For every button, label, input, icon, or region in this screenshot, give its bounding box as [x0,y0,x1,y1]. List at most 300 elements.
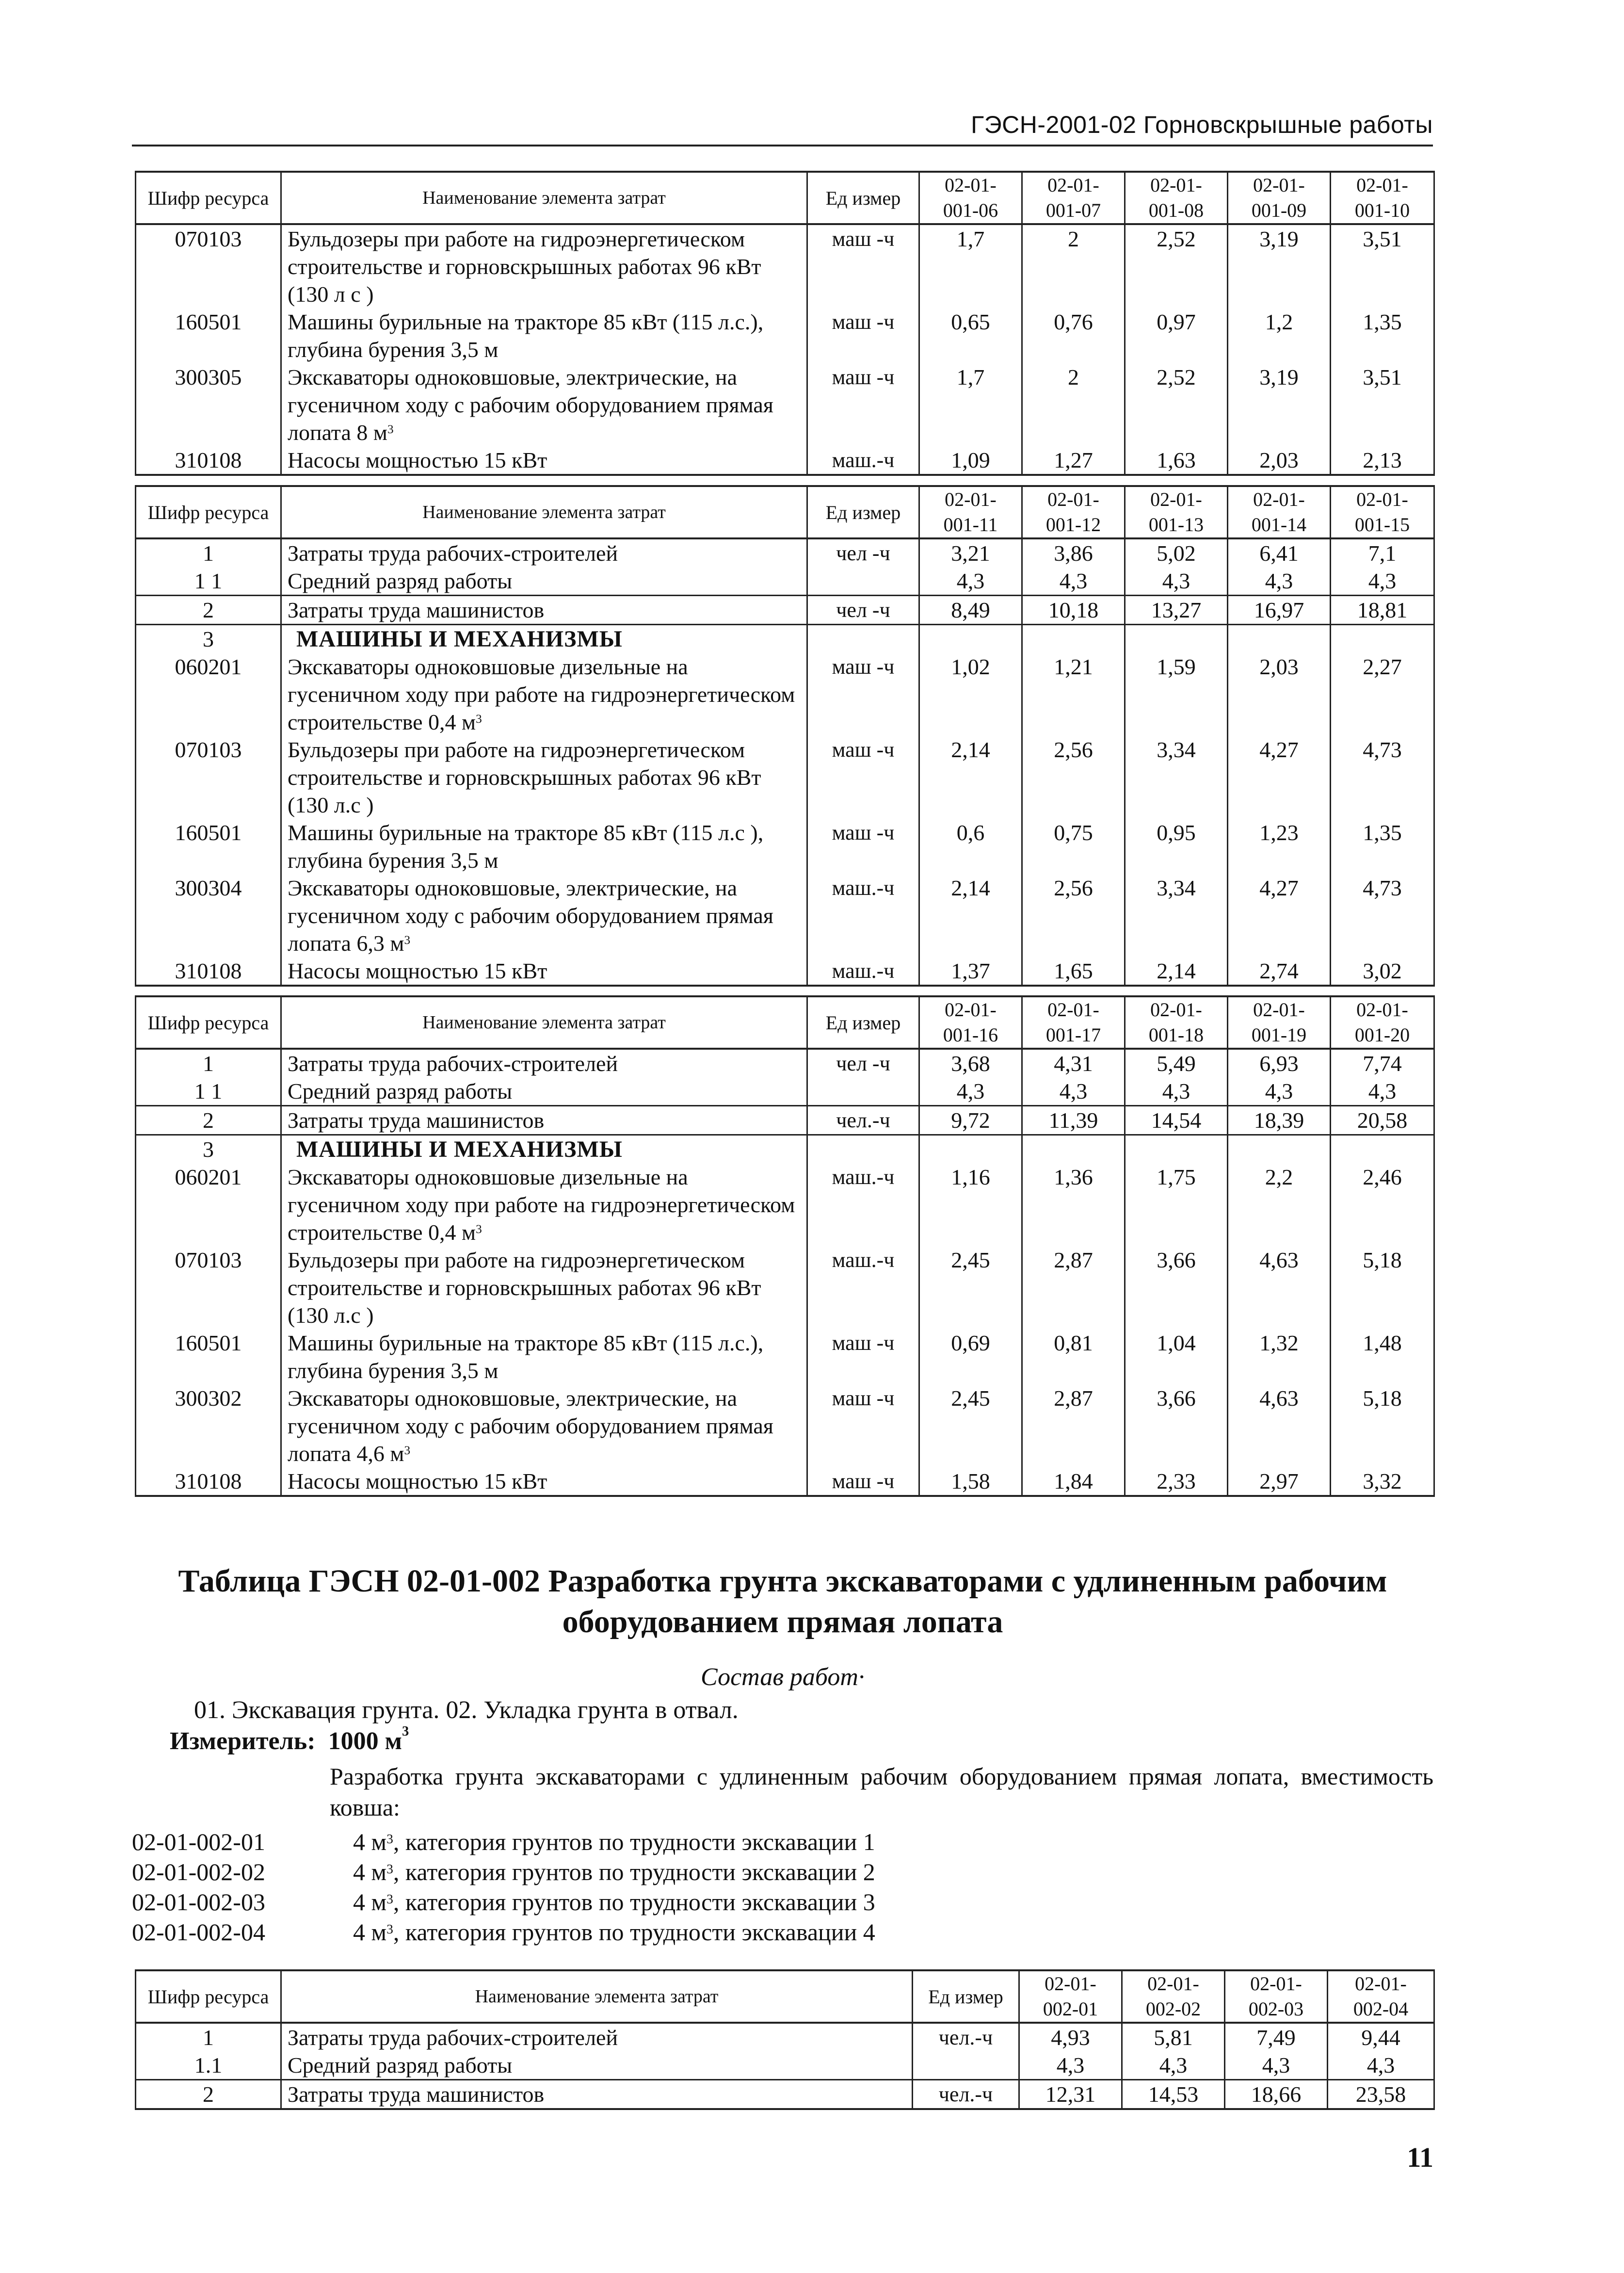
value-cell: 2,87 [1022,1384,1125,1467]
resource-code: 310108 [136,446,281,475]
value-cell: 1,09 [919,446,1022,475]
column-header-name: Наименование элемента затрат [281,172,807,224]
cost-item-name [281,2023,913,2051]
value-cell: 2,14 [1125,957,1228,986]
value-cell: 2,45 [919,1384,1022,1467]
resource-code: 2 [136,596,281,625]
value-cell [1125,625,1228,653]
value-cell: 4,3 [1022,1077,1125,1106]
meter-value: 1000 м [328,1727,402,1755]
value-cell: 5,81 [1122,2023,1225,2051]
value-cell: 0,6 [919,819,1022,874]
table-header-row [136,172,1434,224]
column-header-norm: 02-01- 002-02 [1122,1970,1225,2023]
column-header-name: Наименование элемента затрат [281,1970,913,2023]
value-cell: 6,93 [1228,1049,1331,1077]
value-cell: 0,97 [1125,308,1228,363]
value-cell: 4,3 [1125,567,1228,596]
value-cell: 10,18 [1022,596,1125,625]
norm-list [132,1827,875,1947]
cost-item-text: Затраты труда машинистов [288,598,545,622]
value-cell: 4,63 [1228,1246,1331,1329]
value-cell: 4,3 [1228,1077,1331,1106]
unit-cell [807,1135,919,1164]
value-cell: 4,3 [1019,2051,1122,2080]
table-header-row [136,996,1434,1049]
resource-code: 3 [136,1135,281,1164]
value-cell: 5,18 [1331,1384,1434,1467]
norm-code: 02-01-002-01 [132,1828,265,1855]
cost-item-sup: 3 [476,712,482,726]
value-cell: 6,41 [1228,538,1331,567]
resource-code: 1 1 [136,1077,281,1106]
value-cell [1125,1135,1228,1164]
unit-cell: маш -ч [807,1329,919,1384]
cost-item-text: Насосы мощностью 15 кВт [288,958,547,983]
value-cell: 7,1 [1331,538,1434,567]
value-cell: 1,84 [1022,1467,1125,1496]
table-row [136,567,1434,596]
value-cell: 1,75 [1125,1163,1228,1246]
value-cell: 1,65 [1022,957,1125,986]
column-header-norm: 02-01- 001-18 [1125,996,1228,1049]
value-cell: 3,32 [1331,1467,1434,1496]
value-cell: 2,03 [1228,446,1331,475]
cost-item-name [281,363,807,446]
value-cell [1331,1135,1434,1164]
cost-item-text: Бульдозеры при работе на гидроэнергетическом строительстве и горновскрышных работах 96 кВт (130 л.с ) [288,737,761,817]
unit-cell: чел -ч [807,538,919,567]
table-row [136,819,1434,874]
value-cell: 1,04 [1125,1329,1228,1384]
value-cell: 2,33 [1125,1467,1228,1496]
table-row [136,736,1434,819]
value-cell: 0,81 [1022,1329,1125,1384]
value-cell [1331,625,1434,653]
table-row [136,957,1434,986]
resource-code: 2 [136,1106,281,1135]
value-cell: 2,74 [1228,957,1331,986]
value-cell [1022,1135,1125,1164]
cost-item-text: Экскаваторы одноковшовые, электрические, на гусеничном ходу с рабочим оборудованием прямая лопата 8 м [288,365,773,445]
cost-item-text: Затраты труда рабочих-строителей [288,1051,618,1076]
resource-code: 1.1 [136,2051,281,2080]
resource-code: 310108 [136,1467,281,1496]
value-cell: 2,14 [919,874,1022,957]
unit-cell: маш -ч [807,1467,919,1496]
resource-code: 160501 [136,1329,281,1384]
column-header-norm: 02-01- 002-03 [1225,1970,1328,2023]
table-header-row [136,486,1434,538]
header-rule [132,145,1433,146]
norm-sup: 3 [386,1891,393,1906]
intro-text: Разработка грунта экскаваторами с удлиненным рабочим оборудованием прямая лопата, вместимость ковша: [330,1763,1433,1821]
norm-sup: 3 [386,1861,393,1876]
column-header-norm: 02-01- 001-19 [1228,996,1331,1049]
column-header-norm: 02-01- 001-12 [1022,486,1125,538]
value-cell: 2 [1022,363,1125,446]
resource-code: 3 [136,625,281,653]
cost-item-name [281,957,807,986]
value-cell: 4,27 [1228,736,1331,819]
value-cell: 0,65 [919,308,1022,363]
resource-code: 1 [136,1049,281,1077]
value-cell: 1,21 [1022,653,1125,736]
cost-item-text: Машины бурильные на тракторе 85 кВт (115 л.с ), глубина бурения 3,5 м [288,820,764,873]
value-cell: 1,63 [1125,446,1228,475]
norm-text: , категория грунтов по трудности экскавации 4 [393,1918,875,1946]
value-cell: 7,74 [1331,1049,1434,1077]
value-cell: 16,97 [1228,596,1331,625]
value-cell: 4,73 [1331,736,1434,819]
value-cell: 7,49 [1225,2023,1328,2051]
cost-item-name [281,1384,807,1467]
table-row [136,1163,1434,1246]
norm-code: 02-01-002-03 [132,1888,265,1916]
value-cell: 3,66 [1125,1246,1228,1329]
value-cell: 0,75 [1022,819,1125,874]
resource-code: 060201 [136,653,281,736]
unit-cell: маш -ч [807,224,919,308]
cost-item-name [281,736,807,819]
cost-item-text: Затраты труда машинистов [288,2082,545,2107]
unit-cell: чел -ч [807,596,919,625]
value-cell: 4,27 [1228,874,1331,957]
column-header-norm: 02-01- 001-13 [1125,486,1228,538]
cost-item-name [281,1163,807,1246]
table-row [136,1049,1434,1077]
cost-item-text: Средний разряд работы [288,1079,513,1104]
cost-item-sup: 3 [404,1444,411,1457]
value-cell: 9,72 [919,1106,1022,1135]
value-cell: 1,7 [919,224,1022,308]
table-row [136,2080,1434,2110]
resource-code: 070103 [136,1246,281,1329]
value-cell: 3,02 [1331,957,1434,986]
value-cell: 3,66 [1125,1384,1228,1467]
value-cell [919,625,1022,653]
cost-item-name [281,596,807,625]
cost-item-text: Затраты труда рабочих-строителей [288,541,618,566]
cost-item-name [281,308,807,363]
value-cell: 1,02 [919,653,1022,736]
value-cell: 4,3 [1122,2051,1225,2080]
norm-item [132,1857,875,1887]
value-cell: 2,03 [1228,653,1331,736]
resource-code: 2 [136,2080,281,2110]
value-cell: 1,35 [1331,819,1434,874]
meter-value-sup: 3 [402,1724,409,1739]
value-cell: 3,21 [919,538,1022,567]
resource-code: 300305 [136,363,281,446]
resource-table-4 [135,1969,1435,2110]
value-cell [919,1135,1022,1164]
column-header-name: Наименование элемента затрат [281,486,807,538]
norm-text: , категория грунтов по трудности экскавации 2 [393,1858,875,1885]
cost-item-text: Экскаваторы одноковшовые, электрические, на гусеничном ходу с рабочим оборудованием прямая лопата 4,6 м [288,1386,773,1466]
cost-item-sup: 3 [387,422,394,436]
value-cell: 2,13 [1331,446,1434,475]
cost-item-name [281,1049,807,1077]
page-number: 11 [1407,2142,1433,2173]
resource-code: 1 1 [136,567,281,596]
column-header-norm: 02-01- 001-08 [1125,172,1228,224]
column-header-norm: 02-01- 001-11 [919,486,1022,538]
resource-code: 310108 [136,957,281,986]
resource-code: 160501 [136,819,281,874]
value-cell: 14,54 [1125,1106,1228,1135]
composition-items: 01. Экскавация грунта. 02. Укладка грунта в отвал. [194,1696,739,1724]
cost-item-sup: 3 [476,1222,482,1236]
resource-code: 300304 [136,874,281,957]
value-cell: 1,36 [1022,1163,1125,1246]
section-row [136,1135,1434,1164]
section-heading: МАШИНЫ И МЕХАНИЗМЫ [281,625,807,653]
table-row [136,1246,1434,1329]
cost-item-name [281,446,807,475]
resource-code: 070103 [136,224,281,308]
norm-text: 4 м [353,1828,387,1855]
value-cell: 18,66 [1225,2080,1328,2110]
cost-item-name [281,224,807,308]
cost-item-name [281,1106,807,1135]
table-row [136,1077,1434,1106]
section-row [136,625,1434,653]
unit-cell: маш -ч [807,736,919,819]
resource-code: 1 [136,538,281,567]
value-cell: 4,3 [1225,2051,1328,2080]
value-cell: 4,3 [1228,567,1331,596]
table-row [136,653,1434,736]
value-cell: 1,48 [1331,1329,1434,1384]
cost-item-text: Экскаваторы одноковшовые дизельные на гусеничном ходу при работе на гидроэнергетическом строительстве 0,4 м [288,654,795,734]
cost-item-name [281,2080,913,2110]
value-cell: 1,2 [1228,308,1331,363]
column-header-unit: Ед измер [913,1970,1019,2023]
value-cell: 4,31 [1022,1049,1125,1077]
cost-item-text: Насосы мощностью 15 кВт [288,448,547,472]
value-cell: 4,3 [919,1077,1022,1106]
value-cell: 4,3 [919,567,1022,596]
value-cell: 4,93 [1019,2023,1122,2051]
cost-item-text: Машины бурильные на тракторе 85 кВт (115 л.с.), глубина бурения 3,5 м [288,1331,764,1383]
cost-item-name [281,1077,807,1106]
unit-cell: чел.-ч [913,2023,1019,2051]
value-cell: 1,16 [919,1163,1022,1246]
column-header-norm: 02-01- 001-07 [1022,172,1125,224]
column-header-code: Шифр ресурса [136,172,281,224]
value-cell: 1,59 [1125,653,1228,736]
cost-item-text: Средний разряд работы [288,2053,513,2078]
cost-item-text: Насосы мощностью 15 кВт [288,1469,547,1494]
value-cell: 13,27 [1125,596,1228,625]
table-row [136,1467,1434,1496]
resource-table-1 [135,171,1435,476]
value-cell: 2,87 [1022,1246,1125,1329]
value-cell: 12,31 [1019,2080,1122,2110]
value-cell: 3,34 [1125,736,1228,819]
value-cell: 4,3 [1125,1077,1228,1106]
table-row [136,874,1434,957]
cost-item-name [281,567,807,596]
cost-item-text: Затраты труда машинистов [288,1108,545,1133]
cost-item-text: Машины бурильные на тракторе 85 кВт (115 л.с.), глубина бурения 3,5 м [288,309,764,362]
value-cell [1228,1135,1331,1164]
value-cell: 3,51 [1331,363,1434,446]
unit-cell: чел -ч [807,1049,919,1077]
value-cell: 1,32 [1228,1329,1331,1384]
cost-item-text: Бульдозеры при работе на гидроэнергетическом строительстве и горновскрышных работах 96 кВт (130 л с ) [288,227,761,307]
unit-cell: маш.-ч [807,1246,919,1329]
section-title: Таблица ГЭСН 02-01-002 Разработка грунта экскаваторами с удлиненным рабочим оборудованием прямая лопата [178,1563,1387,1640]
norm-sup: 3 [386,1831,393,1846]
value-cell: 2,52 [1125,363,1228,446]
norm-code: 02-01-002-04 [132,1918,265,1946]
norm-sup: 3 [386,1921,393,1936]
norm-text: , категория грунтов по трудности экскавации 3 [393,1888,875,1916]
value-cell: 1,37 [919,957,1022,986]
value-cell: 8,49 [919,596,1022,625]
unit-cell: маш.-ч [807,446,919,475]
column-header-name: Наименование элемента затрат [281,996,807,1049]
resource-code: 060201 [136,1163,281,1246]
table-row [136,308,1434,363]
value-cell: 1,7 [919,363,1022,446]
value-cell: 2,46 [1331,1163,1434,1246]
cost-item-text: Экскаваторы одноковшовые дизельные на гусеничном ходу при работе на гидроэнергетическом строительстве 0,4 м [288,1165,795,1245]
value-cell: 2,97 [1228,1467,1331,1496]
cost-item-name [281,1329,807,1384]
value-cell: 4,3 [1328,2051,1434,2080]
column-header-norm: 02-01- 001-06 [919,172,1022,224]
unit-cell: маш -ч [807,363,919,446]
value-cell: 4,3 [1331,567,1434,596]
value-cell: 2,14 [919,736,1022,819]
value-cell: 23,58 [1328,2080,1434,2110]
unit-cell: маш -ч [807,308,919,363]
cost-item-name [281,1467,807,1496]
resource-table-3 [135,995,1435,1497]
table-row [136,2023,1434,2051]
unit-cell: маш.-ч [807,957,919,986]
value-cell: 3,51 [1331,224,1434,308]
column-header-norm: 02-01- 001-10 [1331,172,1434,224]
norm-text: , категория грунтов по трудности экскавации 1 [393,1828,875,1855]
unit-cell: маш -ч [807,1384,919,1467]
cost-item-name [281,2051,913,2080]
norm-text: 4 м [353,1888,387,1916]
table-row [136,596,1434,625]
value-cell: 3,19 [1228,363,1331,446]
norm-item [132,1887,875,1917]
value-cell: 3,68 [919,1049,1022,1077]
cost-item-name [281,653,807,736]
resource-table-2 [135,485,1435,987]
column-header-norm: 02-01- 001-14 [1228,486,1331,538]
value-cell: 18,39 [1228,1106,1331,1135]
value-cell [1228,625,1331,653]
unit-cell: чел.-ч [807,1106,919,1135]
value-cell: 5,02 [1125,538,1228,567]
unit-cell: маш -ч [807,653,919,736]
value-cell: 0,76 [1022,308,1125,363]
value-cell: 0,69 [919,1329,1022,1384]
meter [170,1724,409,1755]
cost-item-text: Средний разряд работы [288,568,513,593]
column-header-norm: 02-01- 001-09 [1228,172,1331,224]
column-header-norm: 02-01- 001-20 [1331,996,1434,1049]
value-cell: 4,3 [1331,1077,1434,1106]
resource-code: 070103 [136,736,281,819]
norm-text: 4 м [353,1918,387,1946]
running-title: ГЭСН-2001-02 Горновскрышные работы [971,111,1433,138]
table-row [136,1329,1434,1384]
value-cell [1022,625,1125,653]
resource-code: 300302 [136,1384,281,1467]
cost-item-text: Затраты труда рабочих-строителей [288,2025,618,2050]
table-row [136,1106,1434,1135]
value-cell: 14,53 [1122,2080,1225,2110]
resource-code: 1 [136,2023,281,2051]
column-header-code: Шифр ресурса [136,1970,281,2023]
column-header-unit: Ед измер [807,172,919,224]
resource-code: 160501 [136,308,281,363]
meter-label: Измеритель: [170,1727,316,1755]
column-header-unit: Ед измер [807,996,919,1049]
unit-cell [913,2051,1019,2080]
value-cell: 5,18 [1331,1246,1434,1329]
norm-text: 4 м [353,1858,387,1885]
norm-item [132,1917,875,1947]
table-row [136,446,1434,475]
norm-code: 02-01-002-02 [132,1858,265,1885]
table-row [136,363,1434,446]
unit-cell: маш.-ч [807,874,919,957]
value-cell: 1,58 [919,1467,1022,1496]
cost-item-text: Бульдозеры при работе на гидроэнергетическом строительстве и горновскрышных работах 96 кВт (130 л.с ) [288,1248,761,1328]
cost-item-name [281,874,807,957]
table-header-row [136,1970,1434,2023]
column-header-norm: 02-01- 002-04 [1328,1970,1434,2023]
value-cell: 4,63 [1228,1384,1331,1467]
value-cell: 4,73 [1331,874,1434,957]
cost-item-name [281,1246,807,1329]
value-cell: 2,56 [1022,736,1125,819]
value-cell: 3,34 [1125,874,1228,957]
cost-item-name [281,819,807,874]
unit-cell: маш.-ч [807,1163,919,1246]
norm-item [132,1827,875,1857]
unit-cell: чел.-ч [913,2080,1019,2110]
value-cell: 2 [1022,224,1125,308]
value-cell: 11,39 [1022,1106,1125,1135]
value-cell: 5,49 [1125,1049,1228,1077]
table-row [136,2051,1434,2080]
value-cell: 2,52 [1125,224,1228,308]
value-cell: 4,3 [1022,567,1125,596]
column-header-unit: Ед измер [807,486,919,538]
value-cell: 1,35 [1331,308,1434,363]
column-header-norm: 02-01- 002-01 [1019,1970,1122,2023]
unit-cell [807,567,919,596]
column-header-norm: 02-01- 001-15 [1331,486,1434,538]
column-header-norm: 02-01- 001-16 [919,996,1022,1049]
table-row [136,1384,1434,1467]
value-cell: 3,19 [1228,224,1331,308]
composition-heading: Состав работ· [701,1663,865,1691]
value-cell: 9,44 [1328,2023,1434,2051]
section-heading: МАШИНЫ И МЕХАНИЗМЫ [281,1135,807,1164]
